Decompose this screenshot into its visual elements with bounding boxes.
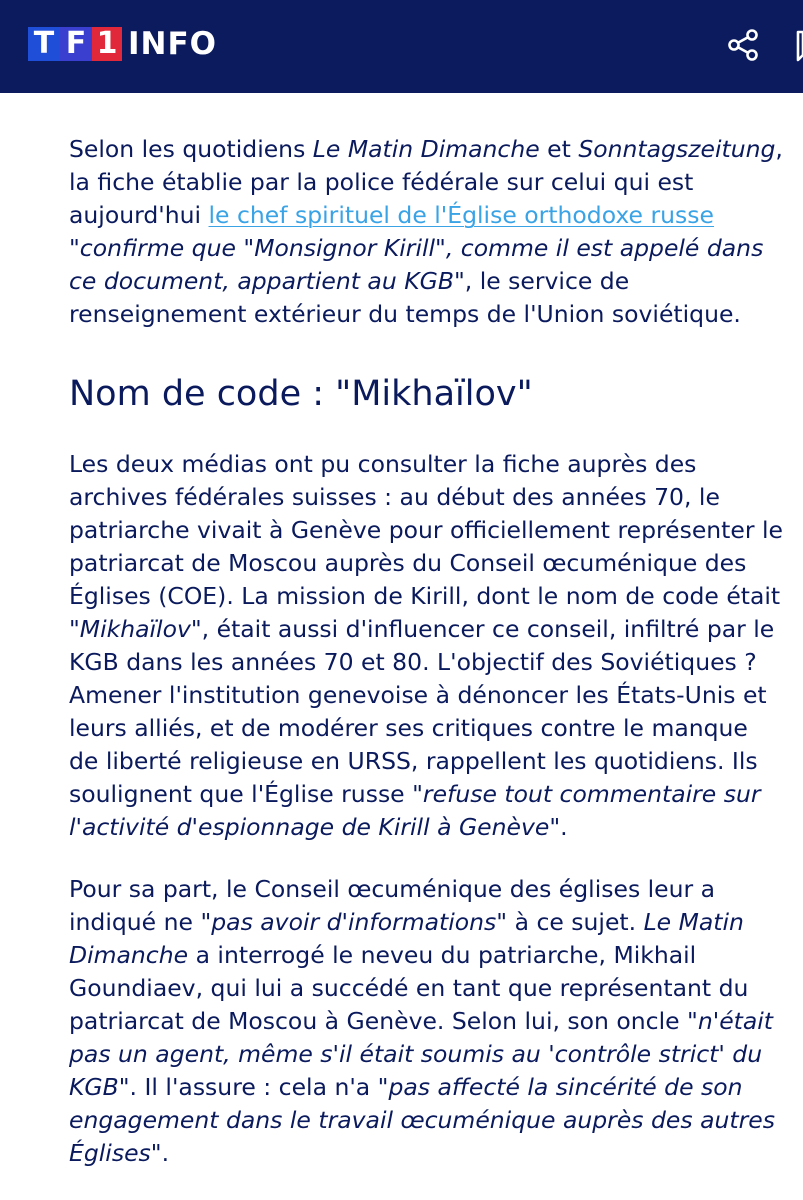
article-paragraph-2 (69, 448, 784, 844)
tf1-logo-mark (28, 27, 122, 61)
tf1-info-logo[interactable] (28, 27, 217, 61)
newspaper-name: Le Matin Dimanche (312, 135, 540, 163)
bookmark-button[interactable] (788, 22, 803, 66)
share-button[interactable] (722, 24, 764, 66)
logo-letter-t: T (28, 27, 60, 61)
text-run: Pour sa part, le Conseil œcuménique des églises leur a indiqué ne (69, 875, 716, 936)
quote: "confirme que "Monsignor Kirill", comme il est appelé dans ce document, appartient au KGB" (69, 234, 764, 295)
section-heading: Nom de code : "Mikhaïlov" (69, 374, 533, 414)
newspaper-name: Sonntagszeitung (578, 135, 776, 163)
text-run: Les deux médias ont pu consulter la fiche auprès des archives fédérales suisses : au début des années 70, le patriarche vivait à Genève pour officiellement représenter le patriarcat de Moscou auprès du Conseil œcuménique des Églises (COE). La mission de Kirill, dont le nom de code était (69, 450, 783, 610)
logo-digit-1: 1 (92, 27, 122, 61)
quote: "refuse tout commentaire sur l'activité d'espionnage de Kirill à Genève" (69, 780, 761, 841)
quote: "n'était pas un agent, même s'il était soumis au 'contrôle strict' du KGB (69, 1007, 774, 1101)
code-name: "Mikhaïlov" (69, 615, 202, 643)
text-run: , la fiche établie par la police fédérale sur celui qui est aujourd'hui (69, 135, 783, 229)
text-run: et (539, 135, 579, 163)
text-run: . (560, 813, 568, 841)
top-bar (0, 0, 803, 93)
logo-letter-f: F (60, 27, 92, 61)
article-paragraph-3 (69, 873, 784, 1170)
quote: "pas affecté la sincérité de son engagement dans le travail œcuménique auprès des autres Églises" (69, 1073, 775, 1167)
text-run: , le service de renseignement extérieur du temps de l'Union soviétique. (69, 267, 741, 328)
text-run: " à ce sujet. (496, 908, 644, 936)
article-paragraph-1 (69, 133, 784, 331)
quote: "pas avoir d'informations (200, 908, 497, 936)
text-run: , était aussi d'influencer ce conseil, infiltré par le KGB dans les années 70 et 80. L'objectif des Soviétiques ? Amener l'institution genevoise à dénoncer les États-Unis et leurs alliés, et de modérer ses critiques contre le manque de liberté religieuse en URSS, rappellent les quotidiens. Ils soulignent que l'Église russe (69, 615, 775, 808)
bookmark-icon (788, 22, 803, 66)
logo-info-text: INFO (128, 26, 218, 62)
text-run: . (161, 1139, 170, 1167)
orthodox-church-link[interactable]: le chef spirituel de l'Église orthodoxe russe (208, 201, 714, 229)
share-icon (725, 27, 761, 63)
newspaper-name: Le Matin Dimanche (69, 908, 744, 969)
text-run: a interrogé le neveu du patriarche, Mikhail Goundiaev, qui lui a succédé en tant que représentant du patriarcat de Moscou à Genève. Selon lui, son oncle (69, 941, 749, 1035)
text-run: Selon les quotidiens (69, 135, 313, 163)
text-run: ". Il l'assure : cela n'a (118, 1073, 378, 1101)
